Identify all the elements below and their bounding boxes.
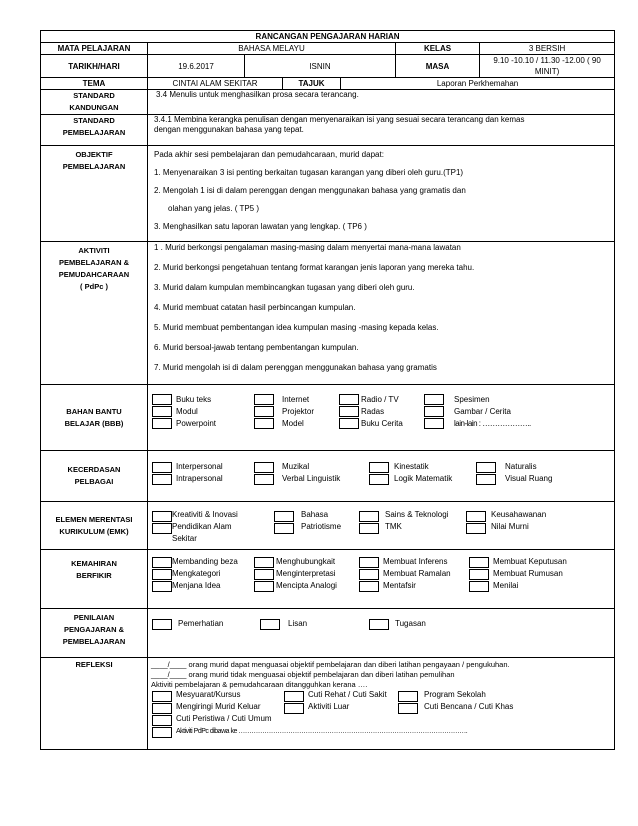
option-gambar-cerita: Gambar / Cerita <box>454 407 511 416</box>
checkbox-powerpoint[interactable] <box>152 418 172 429</box>
option-lisan: Lisan <box>288 619 308 628</box>
masa-value: 9.10 -10.10 / 11.30 -12.00 ( 90 MINIT) <box>480 55 615 78</box>
lesson-plan <box>40 30 614 750</box>
option-visual-ruang: Visual Ruang <box>505 474 553 483</box>
sp-text: 3.4.1 Membina kerangka penulisan dengan menyenaraikan isi yang sesuai secara terancang dan kemas dengan menggunakan bahasa yang tepat. <box>148 115 615 146</box>
checkbox-cuti-bencana[interactable] <box>398 703 418 714</box>
sp-label: STANDARD PEMBELAJARAN <box>41 115 148 146</box>
tema-value: CINTAI ALAM SEKITAR <box>148 78 283 90</box>
checkbox-muzikal[interactable] <box>254 462 274 473</box>
checkbox-kreativiti[interactable] <box>152 511 172 522</box>
checkbox-cuti-peristiwa[interactable] <box>152 715 172 726</box>
checkbox-lisan[interactable] <box>260 619 280 630</box>
option-model: Model <box>282 419 304 428</box>
option-pemerhatian: Pemerhatian <box>178 619 224 628</box>
option-radas: Radas <box>361 407 385 416</box>
checkbox-gambar-cerita[interactable] <box>424 406 444 417</box>
bbb-label: BAHAN BANTU BELAJAR (BBB) <box>41 385 148 451</box>
option-mengkategori: Mengkategori <box>172 569 221 578</box>
emk-options <box>148 502 615 550</box>
checkbox-internet[interactable] <box>254 394 274 405</box>
checkbox-modul[interactable] <box>152 406 172 417</box>
checkbox-mencipta-analogi[interactable] <box>254 581 274 592</box>
bbb-options <box>148 385 615 451</box>
option-cuti-bencana: Cuti Bencana / Cuti Khas <box>424 702 514 711</box>
checkbox-pemerhatian[interactable] <box>152 619 172 630</box>
option-program-sekolah: Program Sekolah <box>424 690 486 699</box>
aktiviti-text: 1 . Murid berkongsi pengalaman masing-masing dalam menyertai mana-mana lawatan 2. Murid berkongsi pengetahuan tentang format karangan jenis laporan yang mereka tahu. 3. Murid dalam kumpulan membincangkan tugasan yang diberi oleh guru. 4. Murid membuat catatan hasil perbincangan kumpulan. 5. Murid membuat pembentangan idea kumpulan masing -masing kepada kelas. 6. Murid bersoal-jawab tentang pembentangan kumpulan. 7. Murid mengolah isi di dalam perenggan menggunakan bahasa yang gramatis <box>148 242 615 385</box>
tajuk-label: TAJUK <box>283 78 341 90</box>
tarikh-value: 19.6.2017 <box>148 55 245 78</box>
option-projektor: Projektor <box>282 407 315 416</box>
aktiviti-label: AKTIVITI PEMBELAJARAN & PEMUDAHCARAAN ( PdPc ) <box>41 242 148 385</box>
checkbox-projektor[interactable] <box>254 406 274 417</box>
checkbox-cuti-rehat[interactable] <box>284 691 304 702</box>
tema-label: TEMA <box>41 78 148 90</box>
checkbox-menjana-idea[interactable] <box>152 581 172 592</box>
option-pendidikan-alam: Pendidikan Alam <box>172 522 232 531</box>
option-sains-teknologi: Sains & Teknologi <box>385 510 449 519</box>
checkbox-membuat-inferens[interactable] <box>359 557 379 568</box>
mata-pelajaran-label: MATA PELAJARAN <box>41 43 148 55</box>
option-membuat-rumusan: Membuat Rumusan <box>493 569 563 578</box>
checkbox-visual-ruang[interactable] <box>476 474 496 485</box>
sk-label: STANDARD KANDUNGAN <box>41 90 148 115</box>
option-powerpoint: Powerpoint <box>176 419 217 428</box>
option-patriotisme: Patriotisme <box>301 522 342 531</box>
option-buku-teks: Buku teks <box>176 395 212 404</box>
kb-label: KEMAHIRAN BERFIKIR <box>41 550 148 609</box>
checkbox-membuat-ramalan[interactable] <box>359 569 379 580</box>
checkbox-buku-cerita[interactable] <box>339 418 359 429</box>
checkbox-interpersonal[interactable] <box>152 462 172 473</box>
checkbox-intrapersonal[interactable] <box>152 474 172 485</box>
option-logik-matematik: Logik Matematik <box>394 474 453 483</box>
option-membuat-keputusan: Membuat Keputusan <box>493 557 567 566</box>
option-internet: Internet <box>282 395 310 404</box>
objektif-text: Pada akhir sesi pembelajaran dan pemudahcaraan, murid dapat: 1. Menyenaraikan 3 isi penting berkaitan tugasan karangan yang diberi oleh guru.(TP1) 2. Mengolah 1 isi di dalam perenggan dengan menggunakan bahasa yang gramatis dan olahan yang jelas. ( TP5 ) 3. Menghasilkan satu laporan lawatan yang lengkap. ( TP6 ) <box>148 146 615 242</box>
objektif-label: OBJEKTIF PEMBELAJARAN <box>41 146 148 242</box>
checkbox-patriotisme[interactable] <box>274 523 294 534</box>
refleksi-label: REFLEKSI <box>41 658 148 750</box>
refleksi-content <box>148 658 615 750</box>
option-menjana-idea: Menjana Idea <box>172 581 221 590</box>
kp-options <box>148 451 615 502</box>
option-cuti-rehat: Cuti Rehat / Cuti Sakit <box>308 690 387 699</box>
checkbox-keusahawanan[interactable] <box>466 511 486 522</box>
checkbox-pendidikan-alam[interactable] <box>152 523 172 534</box>
checkbox-tugasan[interactable] <box>369 619 389 630</box>
option-kinestatik: Kinestatik <box>394 462 429 471</box>
refleksi-line-1: ____/____ orang murid dapat menguasai objektif pembelajaran dan diberi latihan pengayaan / pengukuhan. <box>151 660 510 669</box>
checkbox-bahasa[interactable] <box>274 511 294 522</box>
checkbox-lain-lain[interactable] <box>424 418 444 429</box>
option-mentafsir: Mentafsir <box>383 581 416 590</box>
option-modul: Modul <box>176 407 198 416</box>
hari-value: ISNIN <box>245 55 396 78</box>
checkbox-kinestatik[interactable] <box>369 462 389 473</box>
checkbox-membanding-beza[interactable] <box>152 557 172 568</box>
option-bahasa: Bahasa <box>301 510 329 519</box>
option-interpersonal: Interpersonal <box>176 462 223 471</box>
emk-label: ELEMEN MERENTASI KURIKULUM (EMK) <box>41 502 148 550</box>
checkbox-mengiringi-murid[interactable] <box>152 703 172 714</box>
checkbox-mesyuarat[interactable] <box>152 691 172 702</box>
refleksi-line-2: ____/____ orang murid tidak menguasai objektif pembelajaran dan diberi latihan pemulihan <box>151 670 455 679</box>
mata-pelajaran-value: BAHASA MELAYU <box>148 43 396 55</box>
option-muzikal: Muzikal <box>282 462 310 471</box>
tarikh-label: TARIKH/HARI <box>41 55 148 78</box>
option-sekitar: Sekitar <box>172 534 197 543</box>
refleksi-dibawa-ke: Aktiviti PdPc dibawa ke ……………………………………………………………………………………………. <box>176 728 468 735</box>
penilaian-label: PENILAIAN PENGAJARAN & PEMBELAJARAN <box>41 609 148 658</box>
kelas-label: KELAS <box>396 43 480 55</box>
checkbox-menghubungkait[interactable] <box>254 557 274 568</box>
option-membanding-beza: Membanding beza <box>172 557 238 566</box>
checkbox-radas[interactable] <box>339 406 359 417</box>
option-verbal-linguistik: Verbal Linguistik <box>282 474 341 483</box>
checkbox-mentafsir[interactable] <box>359 581 379 592</box>
checkbox-menginterpretasi[interactable] <box>254 569 274 580</box>
option-tmk: TMK <box>385 522 402 531</box>
option-buku-cerita: Buku Cerita <box>361 419 403 428</box>
checkbox-dibawa-ke[interactable] <box>152 727 172 738</box>
checkbox-membuat-rumusan[interactable] <box>469 569 489 580</box>
checkbox-mengkategori[interactable] <box>152 569 172 580</box>
checkbox-program-sekolah[interactable] <box>398 691 418 702</box>
option-menginterpretasi: Menginterpretasi <box>276 569 336 578</box>
tajuk-value: Laporan Perkhemahan <box>341 78 615 90</box>
option-menilai: Menilai <box>493 581 519 590</box>
kb-options <box>148 550 615 609</box>
penilaian-options <box>148 609 615 658</box>
kp-label: KECERDASAN PELBAGAI <box>41 451 148 502</box>
option-naturalis: Naturalis <box>505 462 537 471</box>
page-title: RANCANGAN PENGAJARAN HARIAN <box>41 31 615 43</box>
checkbox-menilai[interactable] <box>469 581 489 592</box>
option-menghubungkait: Menghubungkait <box>276 557 336 566</box>
option-membuat-ramalan: Membuat Ramalan <box>383 569 451 578</box>
refleksi-line-3: Aktiviti pembelajaran & pemudahcaraan ditangguhkan kerana …. <box>151 680 368 689</box>
lesson-plan-table <box>40 30 615 750</box>
checkbox-naturalis[interactable] <box>476 462 496 473</box>
option-kreativiti: Kreativiti & Inovasi <box>172 510 238 519</box>
option-mencipta-analogi: Mencipta Analogi <box>276 581 337 590</box>
checkbox-spesimen[interactable] <box>424 394 444 405</box>
option-tugasan: Tugasan <box>395 619 426 628</box>
option-nilai-murni: Nilai Murni <box>491 522 529 531</box>
option-radio-tv: Radio / TV <box>361 395 399 404</box>
option-spesimen: Spesimen <box>454 395 490 404</box>
checkbox-nilai-murni[interactable] <box>466 523 486 534</box>
option-aktiviti-luar: Aktiviti Luar <box>308 702 350 711</box>
checkbox-model[interactable] <box>254 418 274 429</box>
option-keusahawanan: Keusahawanan <box>491 510 547 519</box>
checkbox-sains-teknologi[interactable] <box>359 511 379 522</box>
checkbox-radio-tv[interactable] <box>339 394 359 405</box>
option-membuat-inferens: Membuat Inferens <box>383 557 448 566</box>
option-mesyuarat: Mesyuarat/Kursus <box>176 690 241 699</box>
kelas-value: 3 BERSIH <box>480 43 615 55</box>
checkbox-membuat-keputusan[interactable] <box>469 557 489 568</box>
checkbox-buku-teks[interactable] <box>152 394 172 405</box>
checkbox-aktiviti-luar[interactable] <box>284 703 304 714</box>
checkbox-logik-matematik[interactable] <box>369 474 389 485</box>
masa-label: MASA <box>396 55 480 78</box>
option-intrapersonal: Intrapersonal <box>176 474 223 483</box>
option-mengiringi-murid: Mengiringi Murid Keluar <box>176 702 261 711</box>
option-cuti-peristiwa: Cuti Peristiwa / Cuti Umum <box>176 714 272 723</box>
sk-text: 3.4 Menulis untuk menghasilkan prosa secara terancang. <box>148 90 615 115</box>
option-lain-lain: lain-lain : ……………….. <box>454 419 531 428</box>
checkbox-tmk[interactable] <box>359 523 379 534</box>
checkbox-verbal-linguistik[interactable] <box>254 474 274 485</box>
